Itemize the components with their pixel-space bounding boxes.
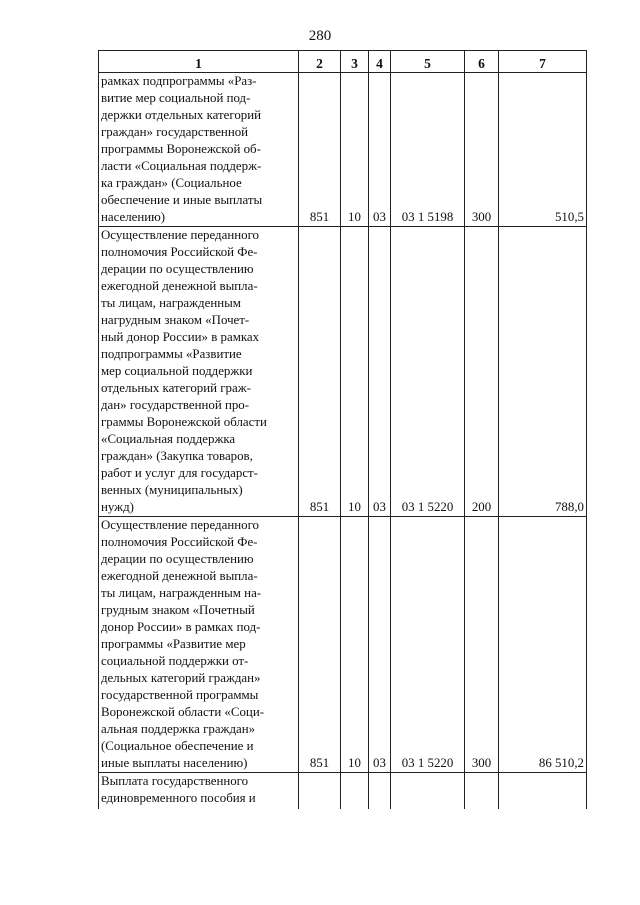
column-header-5: 5 — [391, 51, 465, 73]
row-code: 851 — [299, 73, 341, 227]
page-number: 280 — [308, 28, 332, 44]
table-row — [99, 517, 587, 773]
row-description: Выплата государственного единовременного пособия и — [99, 773, 299, 810]
row-type: 300 — [465, 517, 499, 773]
row-code — [299, 773, 341, 810]
row-subsection: 03 — [369, 517, 391, 773]
column-header-7: 7 — [499, 51, 587, 73]
row-code: 851 — [299, 517, 341, 773]
table-row — [99, 227, 587, 517]
row-section: 10 — [341, 73, 369, 227]
column-header-6: 6 — [465, 51, 499, 73]
row-subsection — [369, 773, 391, 810]
row-description: Осуществление переданного полномочия Российской Фе- дерации по осуществлению ежегодной денежной выпла- ты лицам, награжденным на- грудным знаком «Почетный донор России» в рамках под- программы «Развитие мер социальной поддержки от- дельных категорий граждан» государственной программы Воронежской области «Соци- альная поддержка граждан» (Социальное обеспечение и иные выплаты населению) — [99, 517, 299, 773]
row-type: 200 — [465, 227, 499, 517]
row-target: 03 1 5220 — [391, 517, 465, 773]
header-row — [99, 51, 587, 73]
row-amount: 510,5 — [499, 73, 587, 227]
table-row — [99, 773, 587, 810]
row-section: 10 — [341, 227, 369, 517]
row-section: 10 — [341, 517, 369, 773]
row-subsection: 03 — [369, 227, 391, 517]
column-header-2: 2 — [299, 51, 341, 73]
row-description: рамках подпрограммы «Раз- витие мер социальной под- держки отдельных категорий граждан» государственной программы Воронежской об- ласти «Социальная поддерж- ка граждан» (Социальное обеспечение и иные выплаты населению) — [99, 73, 299, 227]
row-amount: 788,0 — [499, 227, 587, 517]
budget-table — [98, 50, 587, 809]
row-target — [391, 773, 465, 810]
row-type: 300 — [465, 73, 499, 227]
row-amount — [499, 773, 587, 810]
table-row — [99, 73, 587, 227]
row-type — [465, 773, 499, 810]
row-target: 03 1 5198 — [391, 73, 465, 227]
row-amount: 86 510,2 — [499, 517, 587, 773]
row-section — [341, 773, 369, 810]
column-header-3: 3 — [341, 51, 369, 73]
column-header-1: 1 — [99, 51, 299, 73]
row-subsection: 03 — [369, 73, 391, 227]
row-target: 03 1 5220 — [391, 227, 465, 517]
column-header-4: 4 — [369, 51, 391, 73]
row-description: Осуществление переданного полномочия Российской Фе- дерации по осуществлению ежегодной денежной выпла- ты лицам, награжденным нагрудным знаком «Почет- ный донор России» в рамках подпрограммы «Развитие мер социальной поддержки отдельных категорий граж- дан» государственной про- граммы Воронежской области «Социальная поддержка граждан» (Закупка товаров, работ и услуг для государст- венных (муниципальных) нужд) — [99, 227, 299, 517]
row-code: 851 — [299, 227, 341, 517]
